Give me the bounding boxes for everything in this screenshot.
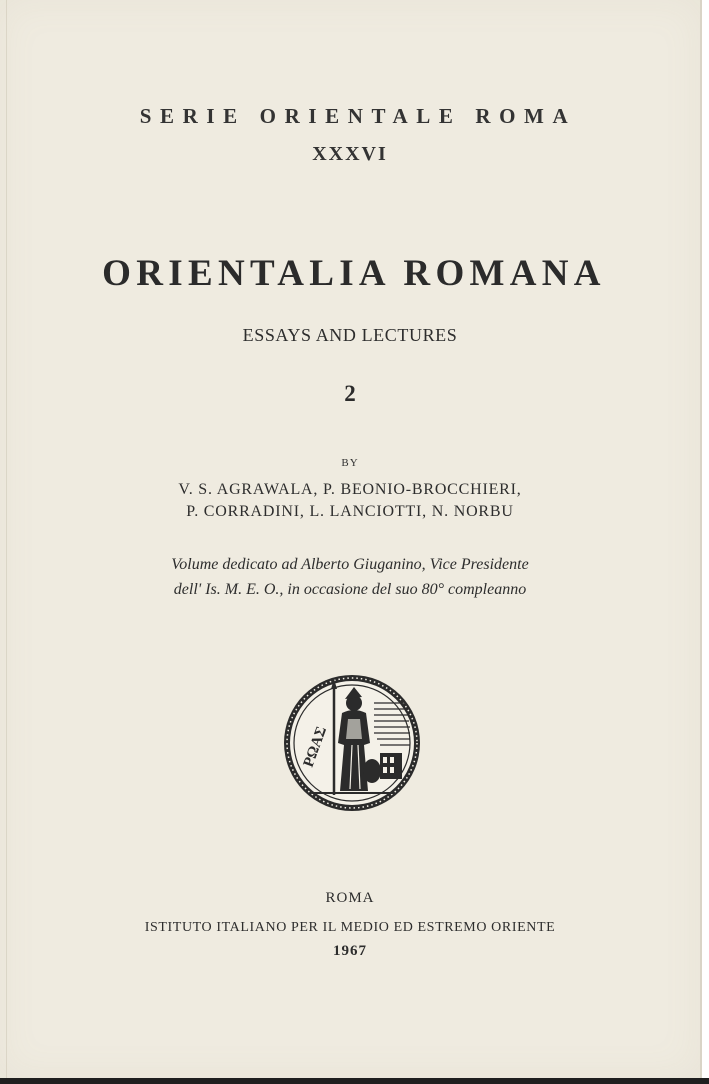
authors-line-2: P. CORRADINI, L. LANCIOTTI, N. NORBU (186, 503, 514, 520)
volume-number: 2 (344, 381, 356, 406)
publication-place: ROMA (325, 890, 375, 906)
svg-text:ΡΩΑΣ: ΡΩΑΣ (300, 724, 331, 770)
publication-year: 1967 (333, 943, 367, 959)
book-title: ORIENTALIA ROMANA (102, 253, 606, 294)
dedication-line-1: Volume dedicato ad Alberto Giuganino, Vice Presidente (171, 556, 529, 573)
dedication-line-2: dell' Is. M. E. O., in occasione del suo 80° compleanno (173, 581, 527, 598)
coin-seal-emblem (282, 673, 422, 813)
publisher-name: ISTITUTO ITALIANO PER IL MEDIO ED ESTREMO ORIENTE (144, 920, 556, 935)
by-label: BY (341, 457, 359, 469)
bottom-edge (0, 1078, 709, 1084)
book-subtitle: ESSAYS AND LECTURES (242, 325, 458, 345)
authors-line-1: V. S. AGRAWALA, P. BEONIO-BROCCHIERI, (178, 481, 522, 498)
series-volume: XXXVI (312, 143, 388, 165)
series-name: SERIE ORIENTALE ROMA (139, 104, 577, 128)
